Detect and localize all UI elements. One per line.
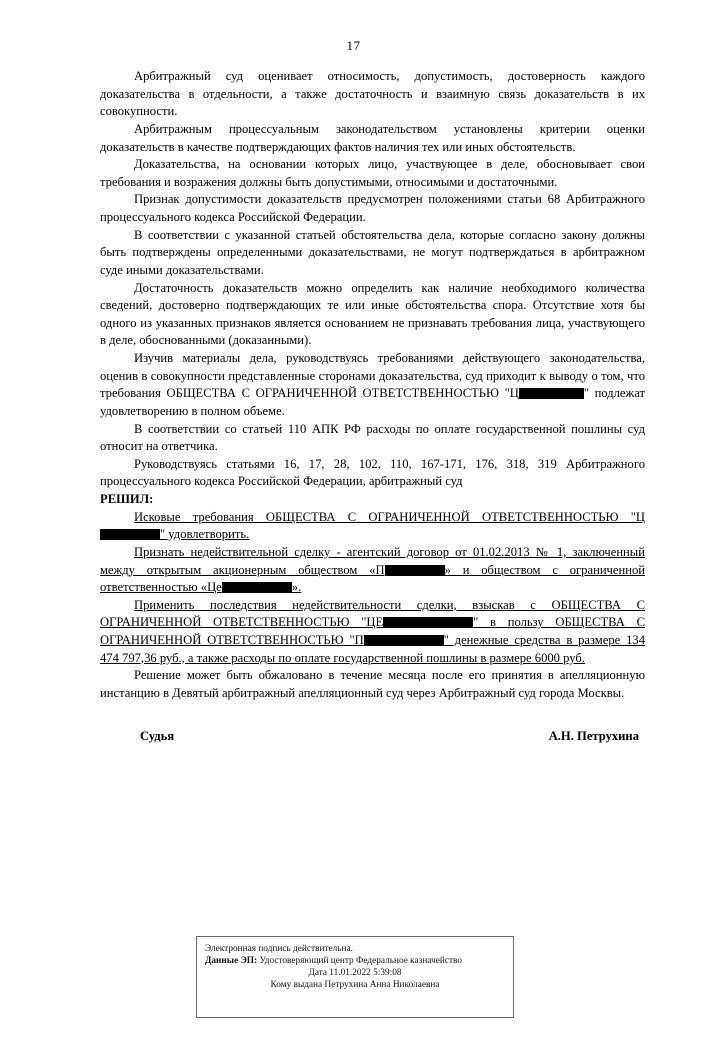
paragraph-appeal: Решение может быть обжаловано в течение месяца после его принятия в апелляционную инстанцию в Девятый арбитражный апелляционный суд через Арбитражный суд города Москвы.	[100, 668, 645, 700]
ruling-item-3-part3: " денежные средства в размере 134 474 797,36 руб., а также расходы по оплате государственной пошлины в размере 6000 руб.	[100, 633, 645, 665]
redaction-bar	[364, 635, 444, 646]
ruling-item-2	[100, 544, 645, 597]
ruling-item-1-prefix: Исковые требования ОБЩЕСТВА С ОГРАНИЧЕННОЙ ОТВЕТСТВЕННОСТЬЮ "Ц	[134, 509, 645, 524]
signature-name: А.Н. Петрухина	[548, 728, 639, 743]
conclusion-text-suffix: " подлежат удовлетворению в полном объеме.	[100, 386, 645, 418]
ruling-item-3-part2: " в пользу ОБЩЕСТВА С ОГРАНИЧЕННОЙ ОТВЕТСТВЕННОСТЬЮ "П	[100, 615, 645, 647]
redaction-bar	[383, 617, 473, 628]
page-number: 17	[346, 38, 361, 53]
redaction-bar	[385, 565, 445, 576]
document-body	[100, 68, 645, 703]
paragraph-1: Арбитражный суд оценивает относимость, допустимость, достоверность каждого доказательства в отдельности, а также достаточность и взаимную связь доказательств в их совокупности.	[100, 69, 645, 119]
ruling-item-3-part1: Применить последствия недействительности сделки, взыскав с ОБЩЕСТВА С ОГРАНИЧЕННОЙ ОТВЕТСТВЕННОСТЬЮ "ЦЕ	[100, 597, 645, 630]
stamp-issued-to: Кому выдана Петрухина Анна Николаевна	[270, 980, 440, 991]
redaction-bar	[519, 388, 584, 399]
paragraph-conclusion	[100, 350, 645, 421]
decision-heading: РЕШИЛ:	[100, 492, 154, 506]
paragraph-4: Признак допустимости доказательств предусмотрен положениями статьи 68 Арбитражного процессуального кодекса Российской Федерации.	[100, 192, 645, 224]
conclusion-text-prefix: Изучив материалы дела, руководствуясь требованиями действующего законодательства, оценив в совокупности представленные сторонами доказательства, суд приходит к выводу о том, что требования ОБЩЕСТВА С ОГРАНИЧЕННОЙ ОТВЕТСТВЕННОСТЬЮ "Ц	[100, 351, 645, 401]
paragraph-8: Руководствуясь статьями 16, 17, 28, 102, 110, 167-171, 176, 318, 319 Арбитражного процессуального кодекса Российской Федерации, арбитражный суд	[100, 456, 645, 489]
paragraph-7: В соответствии со статьей 110 АПК РФ расходы по оплате государственной пошлины суд относит на ответчика.	[100, 421, 645, 454]
ruling-item-2-part2: » и обществом с ограниченной ответственностью «Це	[100, 562, 645, 595]
stamp-date: Дата 11.01.2022 5:39:08	[308, 968, 402, 979]
stamp-validity-text: Электронная подпись действительна.	[205, 944, 353, 954]
paragraph-3: Доказательства, на основании которых лицо, участвующее в деле, обосновывает свои требования и возражения должны быть допустимыми, относимыми и достаточными.	[100, 157, 645, 189]
signature-block	[100, 729, 645, 744]
ruling-item-2-part1: Признать недействительной сделку - агентский договор от 01.02.2013 № 1, заключенный между открытым акционерным обществом «П	[100, 544, 645, 577]
stamp-data-value: Удостоверяющий центр Федеральное казначейство	[259, 956, 463, 967]
redaction-bar	[222, 582, 292, 593]
paragraph-5: В соответствии с указанной статьей обстоятельства дела, которые согласно закону должны быть подтверждены определенными доказательствами, не могут подтверждаться в арбитражном суде иными доказательствами.	[100, 227, 645, 277]
ruling-item-3	[100, 597, 645, 668]
ruling-item-2-part3: ».	[291, 580, 302, 595]
signature-role: Судья	[140, 728, 175, 743]
stamp-data-label: Данные ЭП:	[205, 956, 258, 967]
document-page	[0, 38, 707, 1038]
electronic-signature-stamp	[196, 936, 514, 1018]
redaction-bar	[100, 529, 160, 540]
paragraph-6: Достаточность доказательств можно определить как наличие необходимого количества сведений, достоверно подтверждающих те или иные обстоятельства спора. Отсутствие хотя бы одного из указанных признаков является основанием не признавать требования лица, участвующего в деле, обоснованными (доказанными).	[100, 280, 645, 348]
ruling-item-1	[100, 509, 645, 544]
ruling-item-1-suffix: " удовлетворить.	[160, 527, 250, 542]
paragraph-2: Арбитражным процессуальным законодательством установлены критерии оценки доказательств в качестве подтверждающих фактов наличия тех или иных обстоятельств.	[100, 121, 645, 154]
stamp-authority-line	[205, 955, 505, 967]
